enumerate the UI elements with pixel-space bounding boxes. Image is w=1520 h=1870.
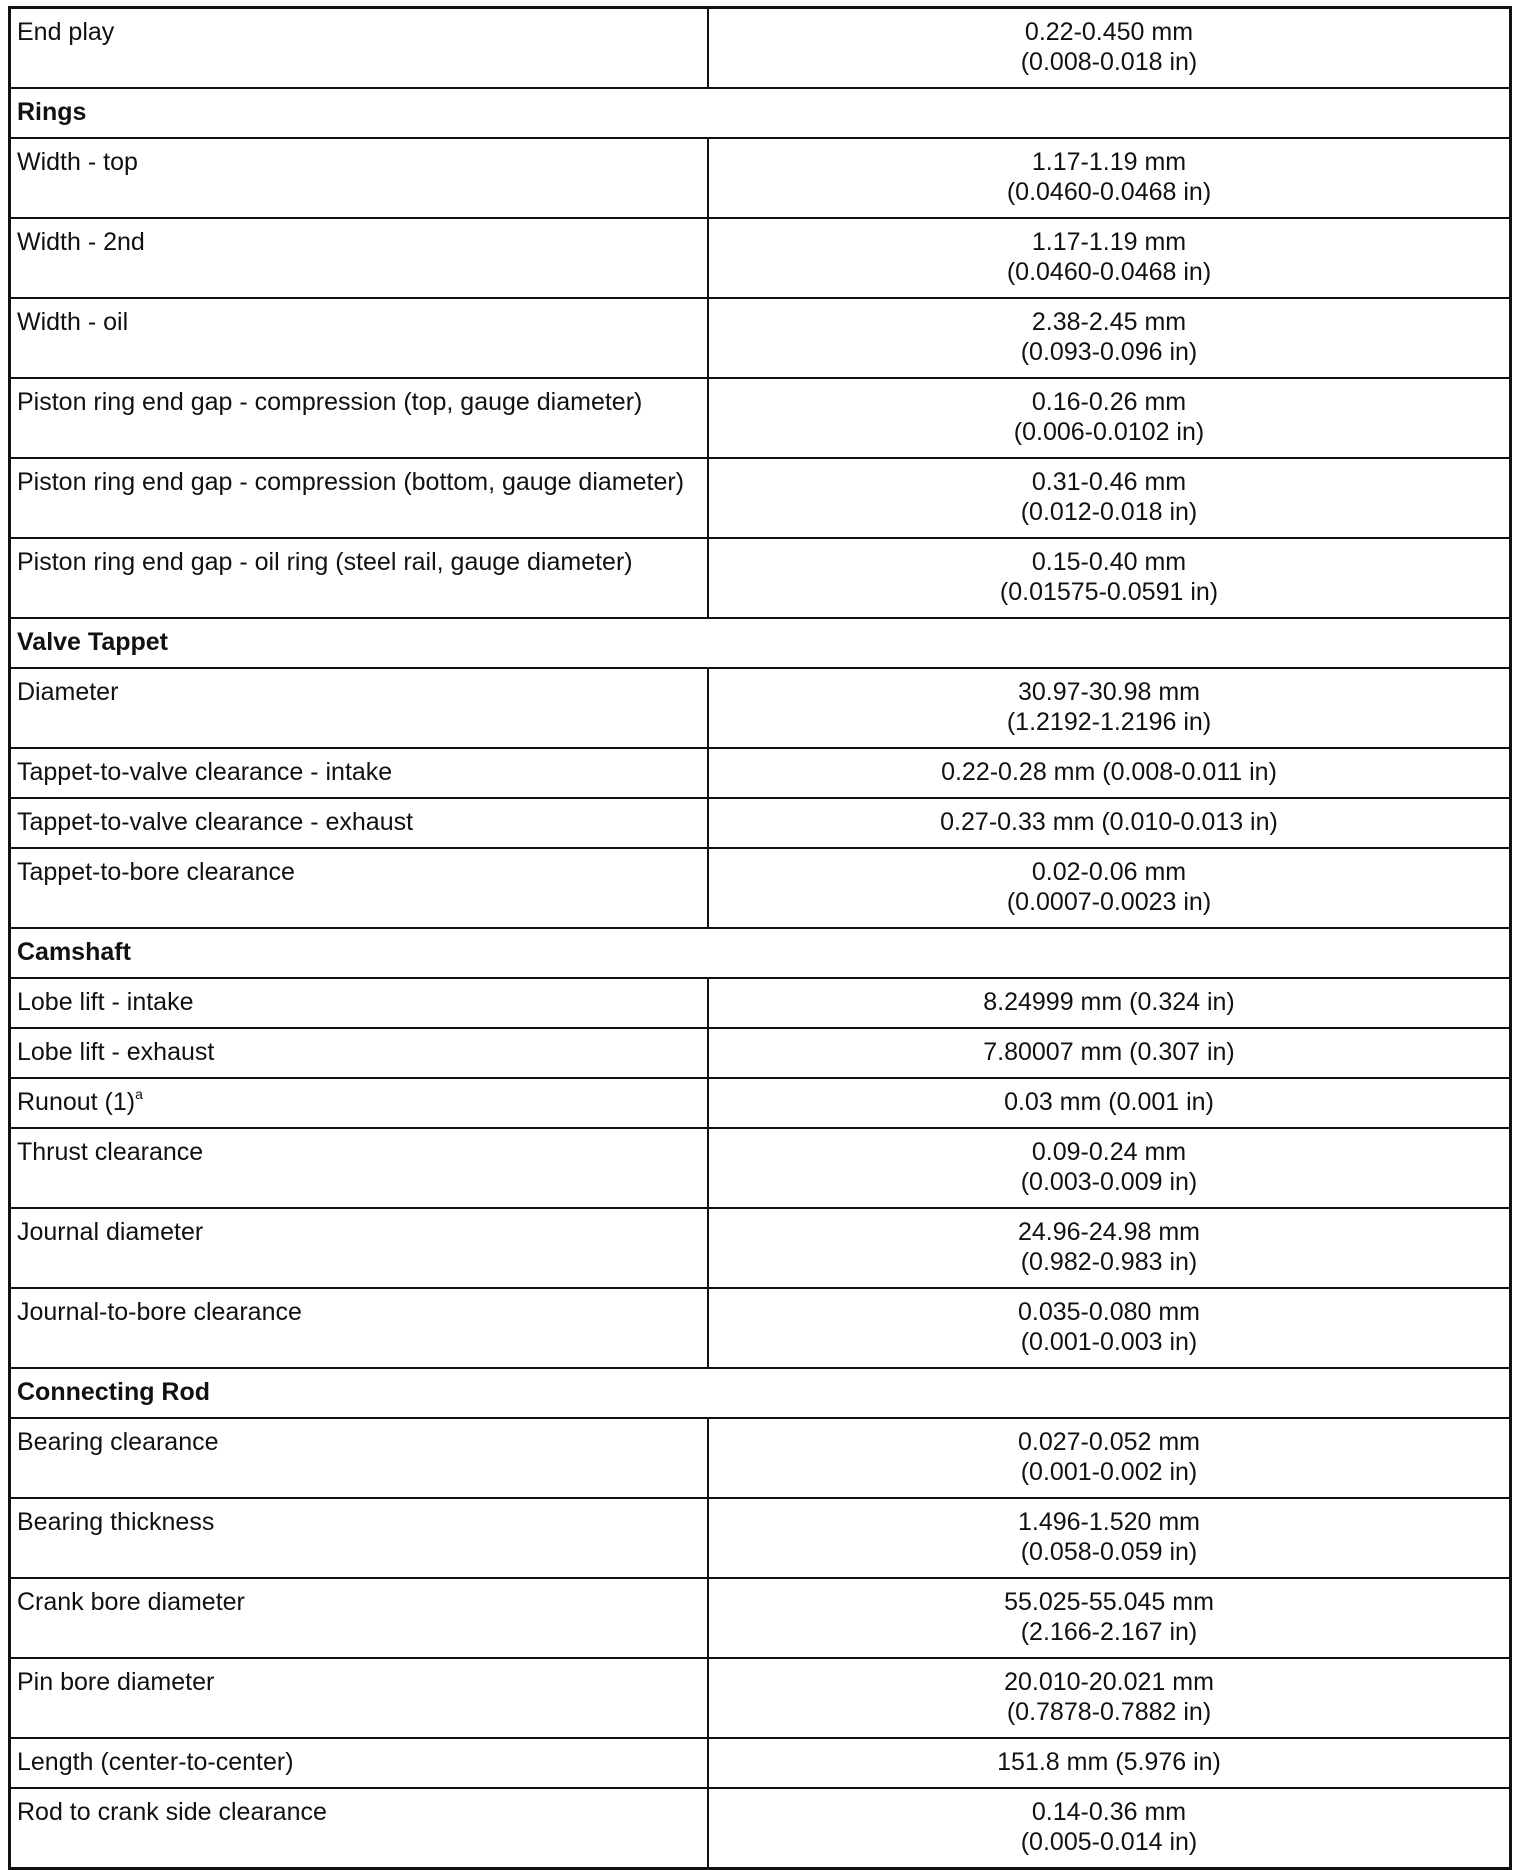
spec-label-cell — [10, 668, 709, 748]
spec-row — [10, 1658, 1511, 1738]
spec-label-cell — [10, 1028, 709, 1078]
spec-value-cell — [708, 1578, 1511, 1658]
spec-label-cell — [10, 798, 709, 848]
spec-label-cell — [10, 1288, 709, 1368]
spec-value-metric: 151.8 mm (5.976 in) — [997, 1748, 1221, 1776]
spec-label: Piston ring end gap - compression (top, gauge diameter) — [17, 388, 643, 416]
spec-label-cell — [10, 978, 709, 1028]
spec-value-metric: 0.27-0.33 mm (0.010-0.013 in) — [940, 808, 1278, 836]
spec-label: Length (center-to-center) — [17, 1748, 294, 1776]
spec-value-metric: 7.80007 mm (0.307 in) — [983, 1038, 1235, 1066]
spec-value-metric: 0.02-0.06 mm — [1031, 858, 1187, 886]
spec-label: Width - 2nd — [17, 228, 145, 256]
spec-label-cell — [10, 1078, 709, 1128]
spec-label-cell — [10, 1418, 709, 1498]
spec-value-cell — [708, 848, 1511, 928]
spec-row — [10, 798, 1511, 848]
spec-row — [10, 1208, 1511, 1288]
spec-value-imperial: (0.0007-0.0023 in) — [1006, 888, 1212, 916]
spec-label: Tappet-to-bore clearance — [17, 858, 295, 886]
spec-value-metric: 20.010-20.021 mm — [1004, 1668, 1214, 1696]
spec-value-imperial: (0.982-0.983 in) — [1020, 1248, 1198, 1276]
spec-value-cell — [708, 1658, 1511, 1738]
spec-label-cell — [10, 1788, 709, 1869]
spec-label: Bearing clearance — [17, 1428, 219, 1456]
spec-value-cell — [708, 798, 1511, 848]
spec-value-cell — [708, 1418, 1511, 1498]
spec-value-imperial: (0.003-0.009 in) — [1020, 1168, 1198, 1196]
spec-label: Crank bore diameter — [17, 1588, 245, 1616]
section-title: Rings — [10, 88, 1511, 138]
spec-value-metric: 0.14-0.36 mm — [1031, 1798, 1187, 1826]
spec-label-cell — [10, 1738, 709, 1788]
spec-value-imperial: (1.2192-1.2196 in) — [1006, 708, 1212, 736]
spec-label: Width - oil — [17, 308, 129, 336]
spec-value-cell — [708, 668, 1511, 748]
spec-label: Diameter — [17, 678, 119, 706]
spec-row — [10, 1738, 1511, 1788]
spec-label-cell — [10, 1208, 709, 1288]
spec-value-cell — [708, 218, 1511, 298]
section-title: Camshaft — [10, 928, 1511, 978]
spec-value-metric: 24.96-24.98 mm — [1017, 1218, 1201, 1246]
section-title: Connecting Rod — [10, 1368, 1511, 1418]
spec-value-imperial: (0.001-0.003 in) — [1020, 1328, 1198, 1356]
spec-label: Runout (1) — [17, 1088, 136, 1116]
spec-value-cell — [708, 978, 1511, 1028]
spec-value-metric: 2.38-2.45 mm — [1031, 308, 1187, 336]
spec-label: Thrust clearance — [17, 1138, 204, 1166]
spec-value-cell — [708, 1738, 1511, 1788]
spec-value-imperial: (2.166-2.167 in) — [1020, 1618, 1198, 1646]
spec-value-metric: 0.31-0.46 mm — [1031, 468, 1187, 496]
spec-label-cell — [10, 848, 709, 928]
spec-row — [10, 1788, 1511, 1869]
spec-row — [10, 1288, 1511, 1368]
spec-row — [10, 458, 1511, 538]
spec-label-cell — [10, 138, 709, 218]
spec-label-cell — [10, 1498, 709, 1578]
spec-value-cell — [708, 8, 1511, 89]
spec-value-imperial: (0.001-0.002 in) — [1020, 1458, 1198, 1486]
spec-value-metric: 0.035-0.080 mm — [1017, 1298, 1201, 1326]
spec-value-metric: 8.24999 mm (0.324 in) — [983, 988, 1235, 1016]
spec-label: Bearing thickness — [17, 1508, 215, 1536]
spec-row — [10, 848, 1511, 928]
spec-value-metric: 0.22-0.450 mm — [1024, 18, 1194, 46]
spec-row — [10, 538, 1511, 618]
spec-value-imperial: (0.093-0.096 in) — [1020, 338, 1198, 366]
spec-label-cell — [10, 1578, 709, 1658]
spec-label-cell — [10, 378, 709, 458]
spec-value-cell — [708, 298, 1511, 378]
section-title: Valve Tappet — [10, 618, 1511, 668]
spec-value-metric: 1.17-1.19 mm — [1031, 228, 1187, 256]
spec-label-cell — [10, 1658, 709, 1738]
spec-row — [10, 1128, 1511, 1208]
spec-label: End play — [17, 18, 115, 46]
spec-value-imperial: (0.005-0.014 in) — [1020, 1828, 1198, 1856]
spec-row — [10, 298, 1511, 378]
spec-row — [10, 8, 1511, 89]
spec-value-imperial: (0.012-0.018 in) — [1020, 498, 1198, 526]
spec-row — [10, 668, 1511, 748]
spec-value-metric: 0.03 mm (0.001 in) — [1004, 1088, 1214, 1116]
spec-label: Tappet-to-valve clearance - exhaust — [17, 808, 414, 836]
spec-label: Pin bore diameter — [17, 1668, 215, 1696]
spec-label: Piston ring end gap - compression (bottom, gauge diameter) — [17, 468, 685, 496]
spec-row — [10, 978, 1511, 1028]
spec-row — [10, 1418, 1511, 1498]
spec-label: Lobe lift - intake — [17, 988, 194, 1016]
section-header-row — [10, 1368, 1511, 1418]
spec-value-imperial: (0.7878-0.7882 in) — [1006, 1698, 1212, 1726]
spec-value-metric: 0.09-0.24 mm — [1031, 1138, 1187, 1166]
spec-value-imperial: (0.006-0.0102 in) — [1013, 418, 1205, 446]
spec-label-cell — [10, 8, 709, 89]
spec-row — [10, 1578, 1511, 1658]
spec-value-metric: 55.025-55.045 mm — [1004, 1588, 1214, 1616]
spec-value-cell — [708, 1208, 1511, 1288]
spec-value-metric: 0.15-0.40 mm — [1031, 548, 1187, 576]
spec-label-cell — [10, 538, 709, 618]
spec-label: Rod to crank side clearance — [17, 1798, 327, 1826]
spec-value-cell — [708, 458, 1511, 538]
spec-row — [10, 748, 1511, 798]
spec-label: Tappet-to-valve clearance - intake — [17, 758, 393, 786]
spec-value-cell — [708, 1028, 1511, 1078]
spec-row — [10, 1498, 1511, 1578]
spec-row — [10, 378, 1511, 458]
spec-label-cell — [10, 298, 709, 378]
spec-value-imperial: (0.0460-0.0468 in) — [1006, 258, 1212, 286]
section-header-row — [10, 618, 1511, 668]
spec-value-cell — [708, 378, 1511, 458]
spec-value-metric: 0.027-0.052 mm — [1017, 1428, 1201, 1456]
specifications-table-body — [10, 8, 1511, 1869]
spec-value-imperial: (0.008-0.018 in) — [1020, 48, 1198, 76]
spec-value-cell — [708, 1788, 1511, 1869]
footnote-marker: a — [135, 1085, 143, 1102]
spec-value-cell — [708, 1128, 1511, 1208]
spec-value-imperial: (0.0460-0.0468 in) — [1006, 178, 1212, 206]
spec-value-metric: 0.22-0.28 mm (0.008-0.011 in) — [941, 758, 1277, 786]
spec-label: Width - top — [17, 148, 138, 176]
spec-value-cell — [708, 138, 1511, 218]
spec-label-cell — [10, 1128, 709, 1208]
section-header-row — [10, 928, 1511, 978]
section-header-row — [10, 88, 1511, 138]
spec-table-container — [8, 6, 1512, 1870]
spec-row — [10, 138, 1511, 218]
spec-label-cell — [10, 218, 709, 298]
spec-value-cell — [708, 1288, 1511, 1368]
spec-label-cell — [10, 458, 709, 538]
spec-value-imperial: (0.01575-0.0591 in) — [999, 578, 1219, 606]
spec-value-cell — [708, 1078, 1511, 1128]
spec-row — [10, 1078, 1511, 1128]
spec-value-metric: 30.97-30.98 mm — [1017, 678, 1201, 706]
spec-value-metric: 1.496-1.520 mm — [1017, 1508, 1201, 1536]
spec-value-cell — [708, 1498, 1511, 1578]
spec-row — [10, 1028, 1511, 1078]
spec-label: Lobe lift - exhaust — [17, 1038, 215, 1066]
spec-label-cell — [10, 748, 709, 798]
spec-label: Piston ring end gap - oil ring (steel rail, gauge diameter) — [17, 548, 633, 576]
spec-row — [10, 218, 1511, 298]
spec-label: Journal diameter — [17, 1218, 204, 1246]
specifications-table — [8, 6, 1512, 1870]
spec-value-cell — [708, 748, 1511, 798]
spec-value-imperial: (0.058-0.059 in) — [1020, 1538, 1198, 1566]
spec-value-metric: 1.17-1.19 mm — [1031, 148, 1187, 176]
spec-value-metric: 0.16-0.26 mm — [1031, 388, 1187, 416]
spec-value-cell — [708, 538, 1511, 618]
spec-label: Journal-to-bore clearance — [17, 1298, 302, 1326]
